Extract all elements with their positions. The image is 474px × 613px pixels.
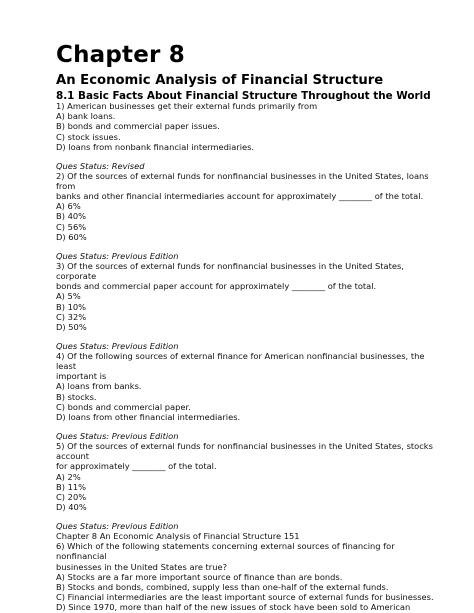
- question-block: [56, 101, 466, 171]
- question-stem: 5) Of the sources of external funds for nonfinancial businesses in the United States, stocks: [56, 441, 433, 451]
- question-status: Ques Status: Previous Edition: [56, 520, 179, 531]
- question-block: [56, 441, 466, 531]
- question-stem: 2) Of the sources of external funds for nonfinancial businesses in the United States, loans: [56, 170, 429, 181]
- spacer: [56, 512, 466, 521]
- question-line: from: [56, 180, 76, 191]
- question-line: C) 56%: [56, 221, 87, 232]
- question-line: D) 40%: [56, 502, 87, 513]
- question-line: for approximately ________ of the total.: [56, 461, 217, 472]
- question-line: least: [56, 361, 77, 372]
- question-line: corporate: [56, 271, 97, 281]
- question-line: D) 60%: [56, 231, 87, 242]
- question-line: D) loans from nonbank financial intermediaries.: [56, 141, 255, 152]
- question-block: [56, 171, 466, 261]
- question-line: C) 20%: [56, 491, 87, 502]
- question-line: A) loans from banks.: [56, 381, 142, 392]
- question-line: A) 6%: [56, 201, 81, 212]
- question-line: account: [56, 451, 90, 462]
- question-line: B) Stocks and bonds, combined, supply less than one-half of the external funds.: [56, 582, 389, 593]
- question-line: nonfinancial: [56, 551, 107, 562]
- spacer: [56, 242, 466, 251]
- chapter-subtitle: An Economic Analysis of Financial Structure: [56, 73, 384, 88]
- question-stem: 1) American businesses get their external funds primarily from: [56, 101, 318, 111]
- question-stem: 3) Of the sources of external funds for nonfinancial businesses in the United States,: [56, 260, 404, 271]
- question-stem: Chapter 8 An Economic Analysis of Financial Structure 151: [56, 531, 300, 542]
- question-stem: 4) Of the following sources of external finance for American nonfinancial businesses, the: [56, 350, 425, 361]
- question-status: Ques Status: Revised: [56, 160, 145, 171]
- question-line: B) 11%: [56, 481, 87, 492]
- question-line: B) bonds and commercial paper issues.: [56, 121, 220, 132]
- question-line: B) 10%: [56, 301, 87, 312]
- question-block: [56, 261, 466, 351]
- question-line: A) bank loans.: [56, 111, 116, 122]
- question-status: Ques Status: Previous Edition: [56, 430, 179, 441]
- question-line: 6) Which of the following statements concerning external sources of financing for: [56, 541, 395, 552]
- spacer: [56, 422, 466, 431]
- question-line: D) Since 1970, more than half of the new issues of stock have been sold to American: [56, 602, 411, 613]
- question-status: Ques Status: Previous Edition: [56, 340, 179, 351]
- chapter-heading: Chapter 8: [56, 42, 185, 68]
- question-line: C) 32%: [56, 311, 87, 322]
- question-line: C) Financial intermediaries are the least important source of external funds for businesses.: [56, 592, 434, 603]
- spacer: [56, 152, 466, 161]
- question-line: A) Stocks are a far more important source of finance than are bonds.: [56, 571, 343, 582]
- question-line: important is: [56, 371, 107, 382]
- question-block: [56, 531, 466, 613]
- question-line: C) bonds and commercial paper.: [56, 401, 191, 412]
- section-heading: 8.1 Basic Facts About Financial Structure Throughout the World: [56, 90, 431, 102]
- question-line: B) 40%: [56, 211, 87, 222]
- question-list: [56, 101, 466, 613]
- question-line: businesses in the United States are true?: [56, 561, 227, 572]
- question-line: D) 50%: [56, 321, 87, 332]
- question-line: bonds and commercial paper account for approximately ________ of the total.: [56, 281, 377, 292]
- question-line: D) loans from other financial intermediaries.: [56, 412, 241, 423]
- question-line: A) 5%: [56, 291, 81, 302]
- question-line: banks and other financial intermediaries account for approximately ________ of the total.: [56, 191, 424, 202]
- question-line: A) 2%: [56, 471, 81, 482]
- question-status: Ques Status: Previous Edition: [56, 250, 179, 261]
- question-line: B) stocks.: [56, 391, 97, 402]
- question-line: C) stock issues.: [56, 131, 121, 142]
- question-block: [56, 351, 466, 441]
- spacer: [56, 332, 466, 341]
